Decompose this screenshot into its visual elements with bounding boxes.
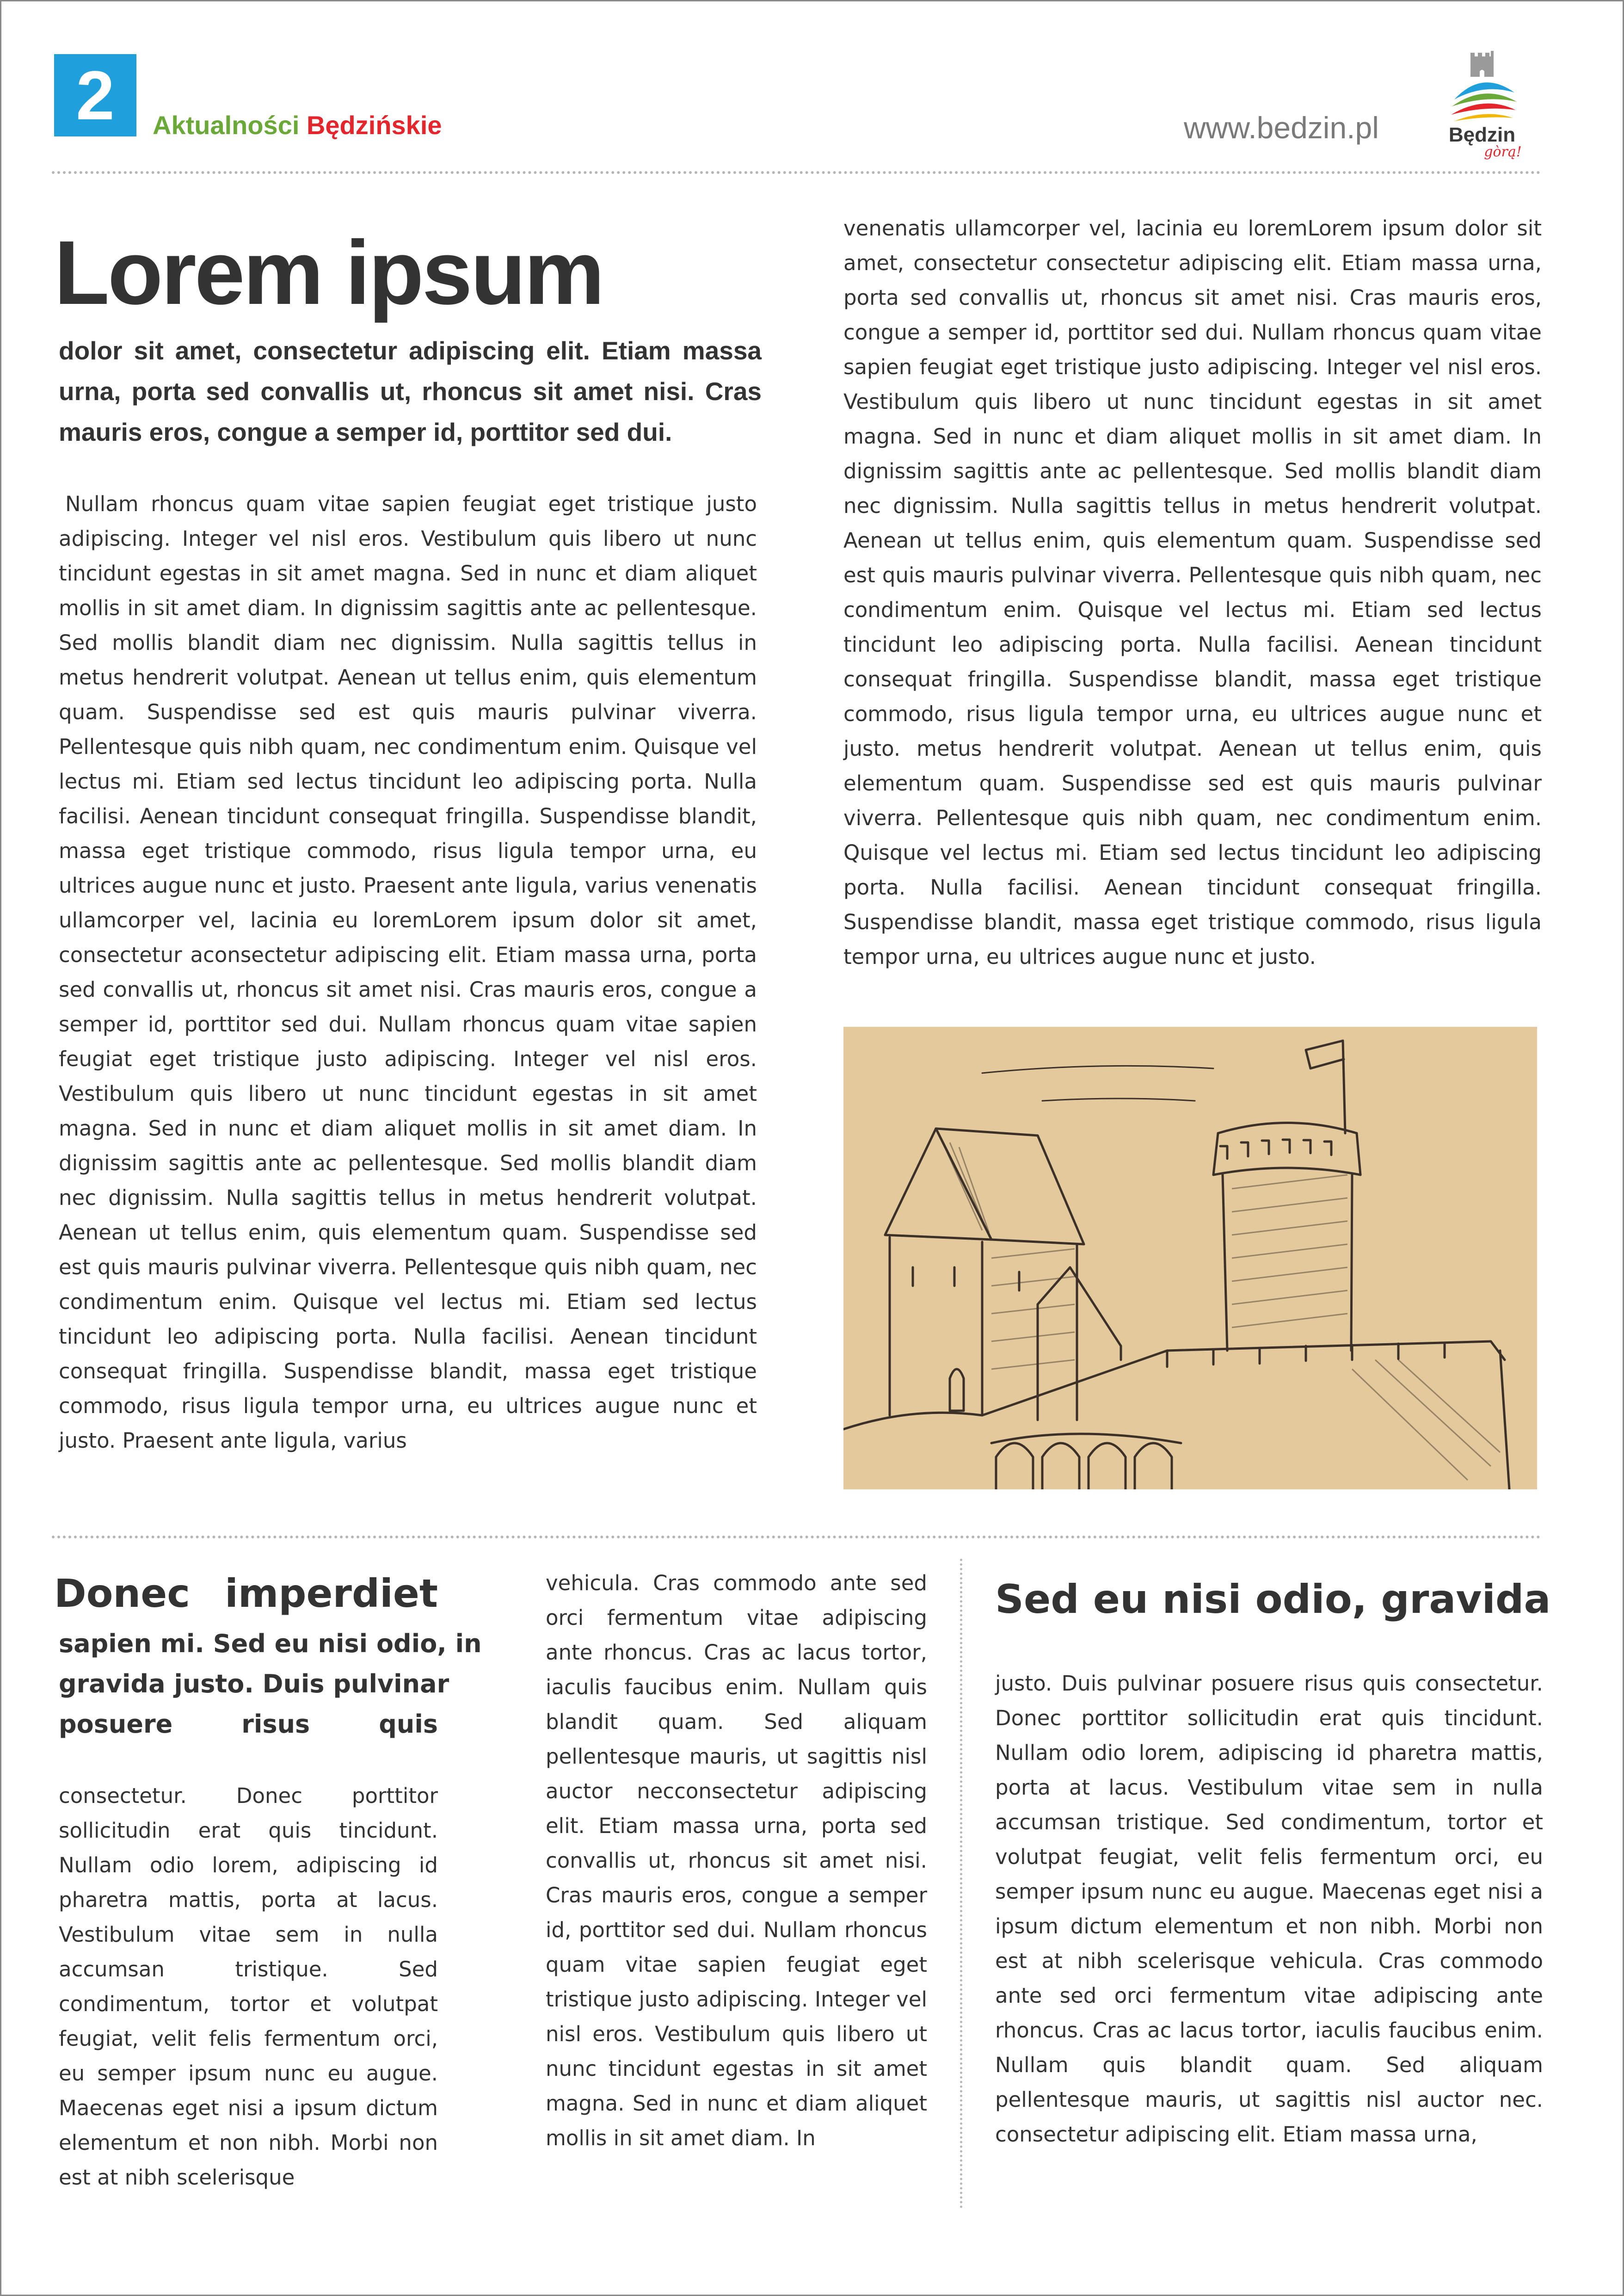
publication-title bbox=[153, 109, 442, 142]
donec-subheading bbox=[59, 1623, 482, 1744]
sed-heading: Sed eu nisi odio, gravida bbox=[995, 1576, 1551, 1623]
article-lead: dolor sit amet, consectetur adipiscing elit. Etiam massa urna, porta sed convallis ut, rhoncus sit amet nisi. Cras mauris eros, congue a semper id, porttitor sed dui. bbox=[59, 336, 762, 446]
logo-text: Będzin bbox=[1448, 123, 1516, 146]
bedzin-logo bbox=[1433, 51, 1531, 162]
donec-subheading-line: sapien mi. Sed eu nisi odio, in bbox=[59, 1629, 482, 1658]
bottom-column-3: justo. Duis pulvinar posuere risus quis consectetur. Donec porttitor sollicitudin erat quis tincidunt. Nullam odio lorem, adipiscing id pharetra mattis, porta at lacus. Vestibulum vitae sem in nulla accumsan tristique. Sed condimentum, tortor et volutpat feugiat, velit felis fermentum orci, eu semper ipsum nunc eu augue. Maecenas eget nisi a ipsum dictum elementum et non nibh. Morbi non est at nibh scelerisque vehicula. Cras commodo ante sed orci fermentum vitae adipiscing ante rhoncus. Cras ac lacus tortor, iaculis faucibus enim. Nullam quis blandit quam. Sed aliquam pellentesque mauris, ut sagittis nisl auctor nec. consectetur adipiscing elit. Etiam massa urna, bbox=[995, 1671, 1543, 2147]
castle-sketch-image bbox=[843, 1027, 1537, 1489]
header-divider bbox=[52, 171, 1541, 174]
website-url[interactable]: www.bedzin.pl bbox=[1184, 111, 1379, 145]
article-title: Lorem ipsum bbox=[54, 222, 603, 323]
page-number: 2 bbox=[54, 54, 136, 136]
article-column-left: Nullam rhoncus quam vitae sapien feugiat eget tristique justo adipiscing. Integer vel nisl eros. Vestibulum quis libero ut nunc tincidunt egestas in sit amet magna. Sed in nunc et diam aliquet mollis in sit amet diam. In dignissim sagittis ante ac pellentesque. Sed mollis blandit diam nec dignissim. Nulla sagittis tellus in metus hendrerit volutpat. Aenean ut tellus enim, quis elementum quam. Suspendisse sed est quis mauris pulvinar viverra. Pellentesque quis nibh quam, nec condimentum enim. Quisque vel lectus mi. Etiam sed lectus tincidunt leo adipiscing porta. Nulla facilisi. Aenean tincidunt consequat fringilla. Suspendisse blandit, massa eget tristique commodo, risus ligula tempor urna, eu ultrices augue nunc et justo. Praesent ante ligula, varius venenatis ullamcorper vel, lacinia eu loremLorem ipsum dolor sit amet, consectetur aconsectetur adipiscing elit. Etiam massa urna, porta sed convallis ut, rhoncus sit amet nisi. Cras mauris eros, congue a semper id, porttitor sed dui. Nullam rhoncus quam vitae sapien feugiat eget tristique justo adipiscing. Integer vel nisl eros. Vestibulum quis libero ut nunc tincidunt egestas in sit amet magna. Sed in nunc et diam aliquet mollis in sit amet diam. In dignissim sagittis ante ac pellentesque. Sed mollis blandit diam nec dignissim. Nulla sagittis tellus in metus hendrerit volutpat. Aenean ut tellus enim, quis elementum quam. Suspendisse sed est quis mauris pulvinar viverra. Pellentesque quis nibh quam, nec condimentum enim. Quisque vel lectus mi. Etiam sed lectus tincidunt leo adipiscing porta. Nulla facilisi. Aenean tincidunt consequat fringilla. Suspendisse blandit, massa eget tristique commodo, risus ligula tempor urna, eu ultrices augue nunc et justo. Praesent ante ligula, varius bbox=[59, 492, 757, 1453]
publication-title-part1: Aktualności bbox=[153, 111, 300, 140]
bottom-column-2: vehicula. Cras commodo ante sed orci fermentum vitae adipiscing ante rhoncus. Cras ac lacus tortor, iaculis faucibus enim. Nullam quis blandit quam. Sed aliquam pellentesque mauris, ut sagittis nisl auctor necconsectetur adipiscing elit. Etiam massa urna, porta sed convallis ut, rhoncus sit amet nisi. Cras mauris eros, congue a semper id, porttitor sed dui. Nullam rhoncus quam vitae sapien feugiat eget tristique justo adipiscing. Integer vel nisl eros. Vestibulum quis libero ut nunc tincidunt egestas in sit amet magna. Sed in nunc et diam aliquet mollis in sit amet diam. In bbox=[546, 1571, 927, 2150]
donec-subheading-line: posuere risus quis bbox=[59, 1710, 438, 1739]
castle-sketch-drawing bbox=[843, 1027, 1537, 1489]
donec-subheading-line: gravida justo. Duis pulvinar bbox=[59, 1669, 449, 1698]
section-divider bbox=[52, 1536, 1541, 1538]
publication-title-part2: Będzińskie bbox=[306, 111, 442, 140]
column-divider bbox=[960, 1559, 962, 2209]
article-column-right: venenatis ullamcorper vel, lacinia eu loremLorem ipsum dolor sit amet, consectetur consectetur adipiscing elit. Etiam massa urna, porta sed convallis ut, rhoncus sit amet nisi. Cras mauris eros, congue a semper id, porttitor sed dui. Nullam rhoncus quam vitae sapien feugiat eget tristique justo adipiscing. Integer vel nisl eros. Vestibulum quis libero ut nunc tincidunt egestas in sit amet magna. Sed in nunc et diam aliquet mollis in sit amet diam. In dignissim sagittis ante ac pellentesque. Sed mollis blandit diam nec dignissim. Nulla sagittis tellus in metus hendrerit volutpat. Aenean ut tellus enim, quis elementum quam. Suspendisse sed est quis mauris pulvinar viverra. Pellentesque quis nibh quam, nec condimentum enim. Quisque vel lectus mi. Etiam sed lectus tincidunt leo adipiscing porta. Nulla facilisi. Aenean tincidunt consequat fringilla. Suspendisse blandit, massa eget tristique commodo, risus ligula tempor urna, eu ultrices augue nunc et justo. metus hendrerit volutpat. Aenean ut tellus enim, quis elementum quam. Suspendisse sed est quis mauris pulvinar viverra. Pellentesque quis nibh quam, nec condimentum enim. Quisque vel lectus mi. Etiam sed lectus tincidunt leo adipiscing porta. Nulla facilisi. Aenean tincidunt consequat fringilla. Suspendisse blandit, massa eget tristique commodo, risus ligula tempor urna, eu ultrices augue nunc et justo. bbox=[843, 216, 1542, 969]
bottom-column-1: consectetur. Donec porttitor sollicitudin erat quis tincidunt. Nullam odio lorem, adipiscing id pharetra mattis, porta at lacus. Vestibulum vitae sem in nulla accumsan tristique. Sed condimentum, tortor et volutpat feugiat, velit felis fermentum orci, eu semper ipsum nunc eu augue. Maecenas eget nisi a ipsum dictum elementum et non nibh. Morbi non est at nibh scelerisque bbox=[59, 1784, 438, 2190]
logo-tagline: gòrą! bbox=[1484, 144, 1522, 160]
donec-heading: Donec imperdiet bbox=[54, 1571, 438, 1616]
bedzin-logo-graphic bbox=[1433, 51, 1531, 162]
